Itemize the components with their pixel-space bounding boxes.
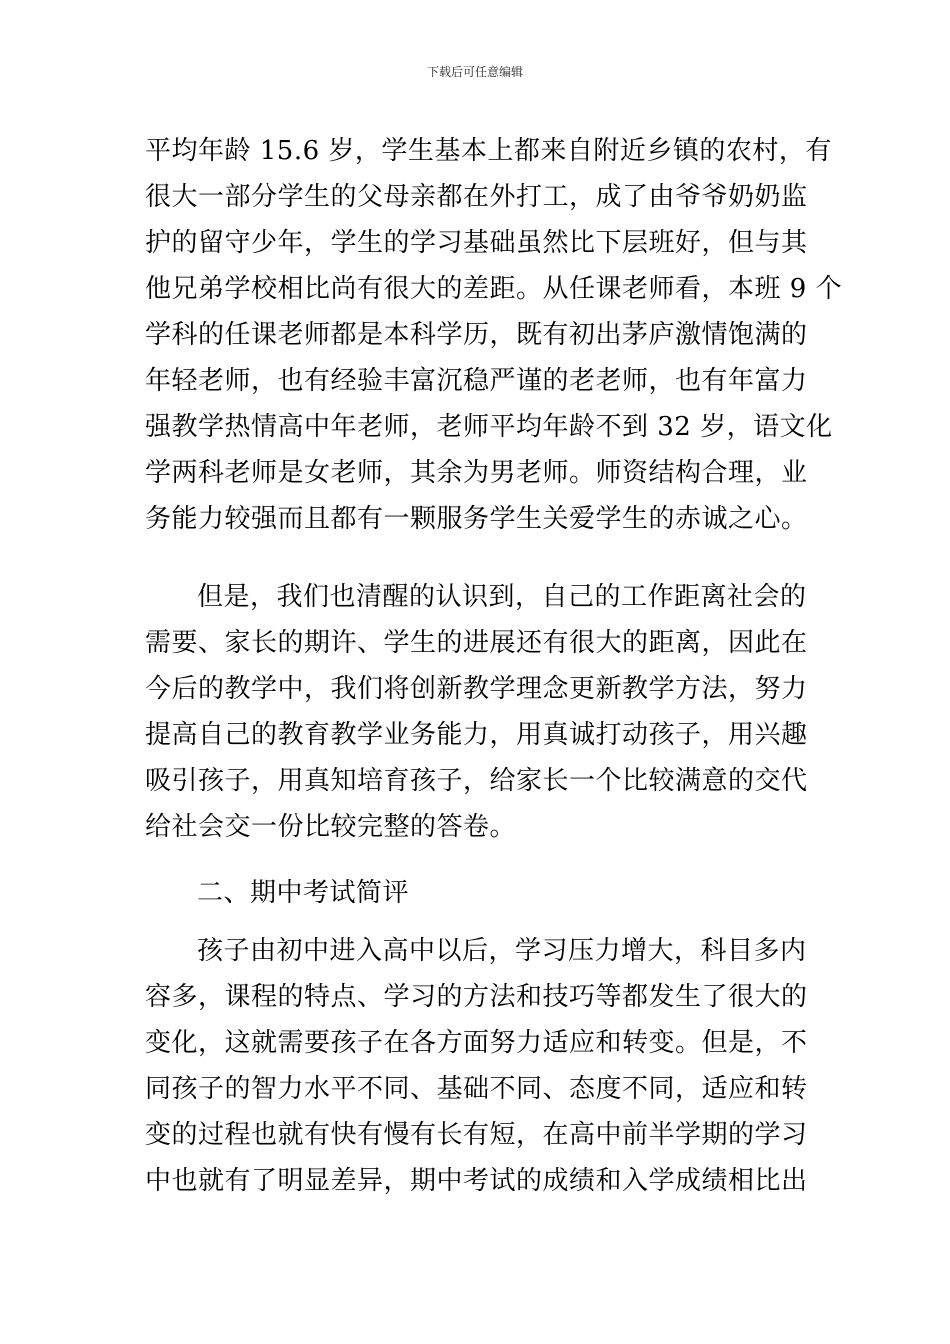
- paragraph-line: 护的留守少年，学生的学习基础虽然比下层班好，但与其: [145, 228, 808, 258]
- paragraph-line: 中也就有了明显差异，期中考试的成绩和入学成绩相比出: [145, 1166, 808, 1196]
- paragraph-line: 但是，我们也清醒的认识到，自己的工作距离社会的: [197, 582, 807, 612]
- paragraph-line: 年轻老师，也有经验丰富沉稳严谨的老老师，也有年富力: [145, 366, 808, 396]
- paragraph-line: 变化，这就需要孩子在各方面努力适应和转变。但是，不: [145, 1028, 808, 1058]
- paragraph-line: 学科的任课老师都是本科学历，既有初出茅庐激情饱满的: [145, 320, 808, 350]
- paragraph-line: 他兄弟学校相比尚有很大的差距。从任课老师看，本班 9 个: [145, 274, 843, 304]
- paragraph-line: 孩子由初中进入高中以后，学习压力增大，科目多内: [197, 936, 807, 966]
- paragraph-line: 给社会交一份比较完整的答卷。: [145, 812, 517, 842]
- paragraph-line: 需要、家长的期许、学生的进展还有很大的距离，因此在: [145, 628, 808, 658]
- paragraph-line: 今后的教学中，我们将创新教学理念更新教学方法，努力: [145, 674, 808, 704]
- paragraph-line: 变的过程也就有快有慢有长有短，在高中前半学期的学习: [145, 1120, 808, 1150]
- paragraph-line: 吸引孩子，用真知培育孩子，给家长一个比较满意的交代: [145, 766, 808, 796]
- paragraph-line: 提高自己的教育教学业务能力，用真诚打动孩子，用兴趣: [145, 720, 808, 750]
- paragraph-line: 务能力较强而且都有一颗服务学生关爱学生的赤诚之心。: [145, 504, 808, 534]
- paragraph-line: 强教学热情高中年老师，老师平均年龄不到 32 岁，语文化: [145, 412, 833, 442]
- paragraph-line: 很大一部分学生的父母亲都在外打工，成了由爷爷奶奶监: [145, 182, 808, 212]
- paragraph-line: 容多，课程的特点、学习的方法和技巧等都发生了很大的: [145, 982, 808, 1012]
- section-heading: 二、期中考试简评: [197, 878, 410, 908]
- paragraph-line: 平均年龄 15.6 岁，学生基本上都来自附近乡镇的农村，有: [145, 136, 832, 166]
- paragraph-line: 同孩子的智力水平不同、基础不同、态度不同，适应和转: [145, 1074, 808, 1104]
- paragraph-line: 学两科老师是女老师，其余为男老师。师资结构合理，业: [145, 458, 808, 488]
- page-header-note: 下载后可任意编辑: [426, 65, 523, 79]
